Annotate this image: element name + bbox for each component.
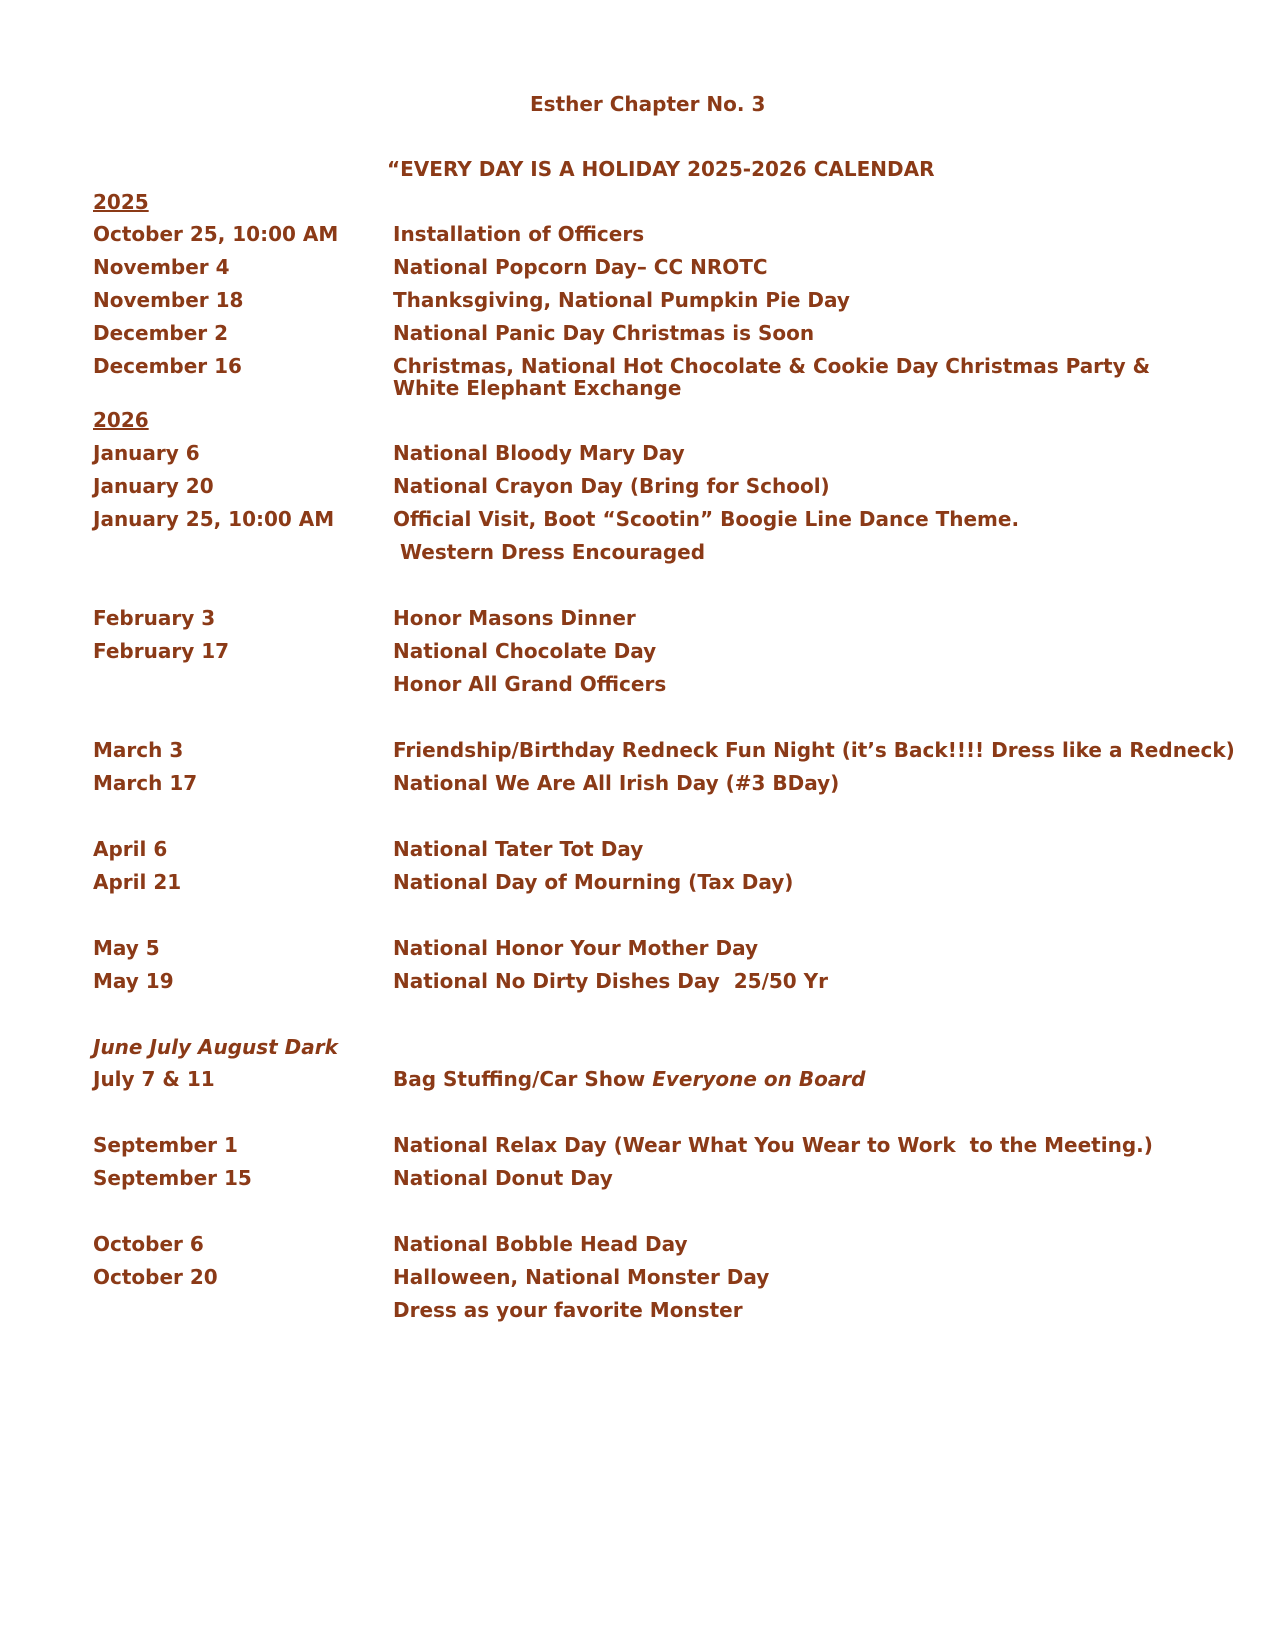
event-date: November 4 — [93, 255, 230, 279]
event-date: February 3 — [93, 606, 216, 630]
event-date: April 6 — [93, 837, 168, 861]
event-text: National Popcorn Day– CC NROTC — [393, 255, 768, 279]
event-date: December 16 — [93, 354, 242, 378]
event-text: National Bobble Head Day — [393, 1232, 688, 1256]
event-date: July 7 & 11 — [93, 1067, 215, 1091]
event-date: September 15 — [93, 1166, 252, 1190]
event-text-continued: Western Dress Encouraged — [393, 540, 706, 564]
event-text: National Donut Day — [393, 1166, 613, 1190]
event-text-continued: Dress as your favorite Monster — [393, 1298, 743, 1322]
event-text: Installation of Officers — [393, 222, 645, 246]
event-date: October 6 — [93, 1232, 204, 1256]
event-text-italic: Everyone on Board — [652, 1067, 866, 1091]
event-date: January 25, 10:00 AM — [93, 507, 335, 531]
event-text: National Day of Mourning (Tax Day) — [393, 870, 794, 894]
event-text: Official Visit, Boot “Scootin” Boogie Line Dance Theme. — [393, 507, 1020, 531]
event-text-continued: White Elephant Exchange — [393, 376, 682, 400]
event-date: May 5 — [93, 936, 160, 960]
event-text: National No Dirty Dishes Day 25/50 Yr — [393, 969, 829, 993]
event-text: Halloween, National Monster Day — [393, 1265, 770, 1289]
event-date: March 17 — [93, 771, 198, 795]
event-text: National Chocolate Day — [393, 639, 657, 663]
event-text: Honor Masons Dinner — [393, 606, 636, 630]
event-text: National Panic Day Christmas is Soon — [393, 321, 815, 345]
summer-dark-note: June July August Dark — [93, 1035, 338, 1059]
event-date: April 21 — [93, 870, 182, 894]
event-text: National Bloody Mary Day — [393, 441, 685, 465]
event-date: March 3 — [93, 738, 184, 762]
event-text: Christmas, National Hot Chocolate & Cookie Day Christmas Party & — [393, 354, 1151, 378]
event-text: Thanksgiving, National Pumpkin Pie Day — [393, 288, 850, 312]
event-date: May 19 — [93, 969, 174, 993]
event-date: December 2 — [93, 321, 229, 345]
event-date: February 17 — [93, 639, 230, 663]
year-heading-2025: 2025 — [93, 190, 149, 214]
org-name: Esther Chapter No. 3 — [530, 92, 766, 116]
event-text-continued: Honor All Grand Officers — [393, 672, 667, 696]
event-date: November 18 — [93, 288, 244, 312]
event-date: January 6 — [93, 441, 200, 465]
event-text: National Relax Day (Wear What You Wear to Work to the Meeting.) — [393, 1133, 1153, 1157]
year-heading-2026: 2026 — [93, 408, 149, 432]
page-title: “EVERY DAY IS A HOLIDAY 2025-2026 CALENDAR — [387, 157, 935, 181]
event-text: National Honor Your Mother Day — [393, 936, 759, 960]
event-text: Friendship/Birthday Redneck Fun Night (it’s Back!!!! Dress like a Redneck) — [393, 738, 1235, 762]
event-text — [393, 1067, 866, 1091]
event-date: January 20 — [93, 474, 214, 498]
event-date: September 1 — [93, 1133, 238, 1157]
event-text-plain: Bag Stuffing/Car Show — [393, 1067, 653, 1091]
event-date: October 25, 10:00 AM — [93, 222, 339, 246]
event-text: National Tater Tot Day — [393, 837, 644, 861]
event-text: National Crayon Day (Bring for School) — [393, 474, 830, 498]
event-date: October 20 — [93, 1265, 218, 1289]
event-text: National We Are All Irish Day (#3 BDay) — [393, 771, 840, 795]
